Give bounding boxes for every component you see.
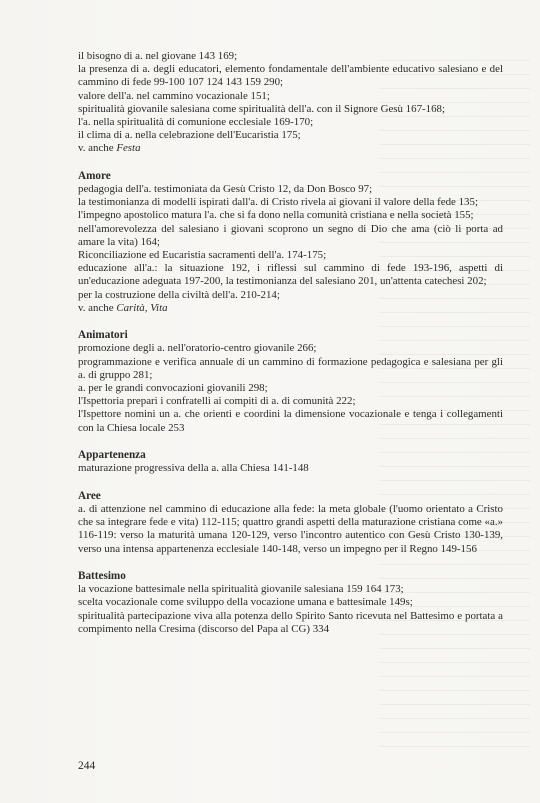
index-line: v. anche Carità, Vita [78, 301, 168, 314]
index-line: v. anche Festa [78, 142, 141, 155]
section-heading: Amore [78, 169, 111, 182]
index-line: la testimonianza di modelli ispirati dall'a. di Cristo rivela ai giovani il valore della fede 135; [78, 196, 478, 209]
index-line: pedagogia dell'a. testimoniata da Gesù Cristo 12, da Don Bosco 97; [78, 183, 373, 196]
index-line: l'impegno apostolico matura l'a. che si fa dono nella comunità cristiana e nella società 155; [78, 209, 474, 222]
index-line: il bisogno di a. nel giovane 143 169; [78, 50, 238, 62]
index-line: a. per le grandi convocazioni giovanili 298; [78, 382, 268, 395]
index-line: l'a. nella spiritualità di comunione ecclesiale 169-170; [78, 116, 314, 129]
index-line: il clima di a. nella celebrazione dell'Eucaristia 175; [78, 129, 301, 142]
index-line: la vocazione battesimale nella spiritualità giovanile salesiana 159 164 173; [78, 583, 404, 596]
index-line: spiritualità giovanile salesiana come spiritualità dell'a. con il Signore Gesù 167-168; [78, 102, 446, 115]
entry-list [78, 50, 503, 156]
index-line: a. di attenzione nel cammino di educazione alla fede: la meta globale (l'uomo orientato a Cristo che sa integrare fede e vita) 112-115; quattro grandi aspetti della maturazione cristiana come «a.» 116-119: verso la maturità umana 120-129, verso l'incontro autentico con Gesù Cristo 130-139, verso una intensa appartenenza ecclesiale 140-148, verso un impegno per il Regno 149-156 [78, 502, 503, 555]
index-section-battesimo [78, 570, 503, 636]
index-line: promozione degli a. nell'oratorio-centro giovanile 266; [78, 342, 317, 355]
cross-reference: Carità, Vita [116, 301, 168, 314]
index-line: nell'amorevolezza del salesiano i giovani scoprono un segno di Dio che ama (ciò li porta ad amare la vita) 164; [78, 222, 503, 248]
section-heading: Battesimo [78, 569, 126, 582]
index-line: spiritualità partecipazione viva alla potenza dello Spirito Santo ricevuta nel Battesimo e portata a compimento nella Cresima (discorso del Papa al CG) 334 [78, 609, 503, 635]
index-line: programmazione e verifica annuale di un cammino di formazione pedagogica e salesiana per gli a. di gruppo 281; [78, 355, 503, 381]
index-content [78, 50, 503, 636]
entry-list [78, 583, 503, 636]
index-line: per la costruzione della civiltà dell'a. 210-214; [78, 288, 280, 301]
cross-reference: Festa [116, 142, 141, 155]
index-line: l'Ispettore nomini un a. che orienti e coordini la dimensione vocazionale e tenga i collegamenti con la Chiesa locale 253 [78, 408, 503, 434]
index-section-appartenenza [78, 449, 503, 476]
section-heading: Animatori [78, 329, 128, 342]
page-number: 244 [78, 760, 96, 772]
section-heading: Aree [78, 489, 101, 502]
index-line: l'Ispettoria prepari i confratelli ai compiti di a. di comunità 222; [78, 395, 356, 408]
entry-list [78, 503, 503, 556]
entry-list [78, 183, 503, 315]
index-line: maturazione progressiva della a. alla Chiesa 141-148 [78, 462, 309, 475]
section-heading: Appartenenza [78, 448, 146, 461]
index-section-animatori [78, 329, 503, 435]
index-line: la presenza di a. degli educatori, elemento fondamentale dell'ambiente educativo salesiano e del cammino di fede 99-100 107 124 143 159 290; [78, 63, 503, 89]
index-section-aree [78, 490, 503, 556]
index-line: scelta vocazionale come sviluppo della vocazione umana e battesimale 149s; [78, 596, 413, 609]
index-line: valore dell'a. nel cammino vocazionale 151; [78, 89, 270, 102]
entry-list [78, 462, 503, 475]
index-line: educazione all'a.: la situazione 192, i riflessi sul cammino di fede 193-196, aspetti di un'educazione adeguata 197-200, la testimonianza del salesiano 201, un'attenta catechesi 202; [78, 262, 503, 288]
entry-list [78, 342, 503, 434]
index-section [78, 50, 503, 156]
index-line: Riconciliazione ed Eucaristia sacramenti dell'a. 174-175; [78, 249, 327, 262]
index-section-amore [78, 170, 503, 315]
